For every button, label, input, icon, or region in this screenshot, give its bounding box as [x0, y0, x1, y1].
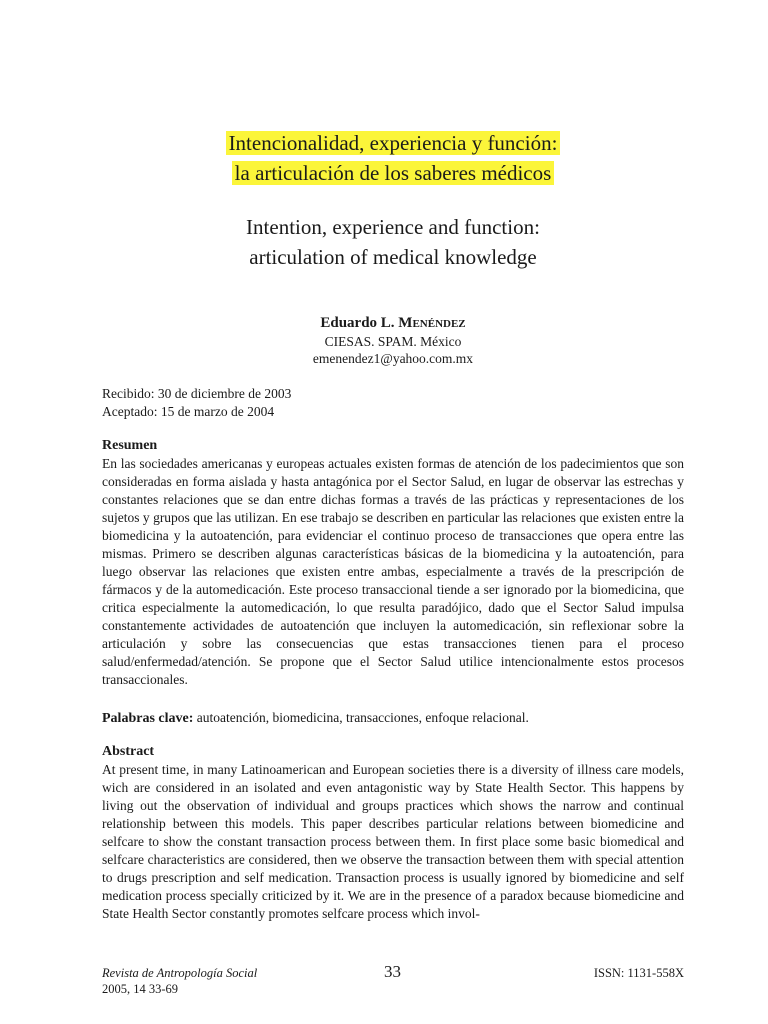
resumen-text: En las sociedades americanas y europeas actuales existen formas de atención de los padecimientos que son consideradas en forma aislada y hasta antagónica por el Sector Salud, en lugar de observar las estrechas y constantes relaciones que se dan entre dichas formas a través de las prácticas y representaciones de los sujetos y grupos que las utilizan. En ese trabajo se describen en particular las relaciones que existen entre la biomedicina y la autoatención, para evidenciar el continuo proceso de transacciones que opera entre las mismas. Primero se describen algunas características básicas de la biomedicina y la autoatención, para luego observar las relaciones que existen entre ambas, especialmente a través de la prescripción de fármacos y de la automedicación. Este proceso transaccional tiende a ser ignorado por la biomedicina, que critica especialmente la automedicación, lo que resulta paradójico, dado que el Sector Salud impulsa constantemente actividades de autoatención que incluyen la automedicación, sin reflexionar sobre la articulación y sobre las consecuencias que estas transacciones tienen para el proceso salud/enfermedad/atención. Se propone que el Sector Salud utilice intencionalmente estos procesos transaccionales. [102, 456, 684, 687]
accepted-date: Aceptado: 15 de marzo de 2004 [102, 404, 275, 419]
keywords-line [102, 709, 684, 728]
submission-dates [102, 385, 684, 421]
abstract-section [102, 743, 684, 923]
author-block [102, 313, 684, 367]
title-spanish-line-1: Intencionalidad, experiencia y función: [226, 131, 561, 155]
received-date: Recibido: 30 de diciembre de 2003 [102, 386, 292, 401]
page-footer [102, 962, 684, 1002]
journal-name: Revista de Antropología Social [102, 966, 258, 980]
title-spanish [102, 128, 684, 188]
title-english [102, 212, 684, 272]
issn: ISSN: 1131-558X [593, 966, 684, 980]
title-english-line-1: Intention, experience and function: [246, 215, 540, 239]
author-email: emenendez1@yahoo.com.mx [312, 351, 474, 366]
article-page [102, 0, 684, 1024]
author-given-name: Eduardo L. [320, 315, 395, 331]
title-spanish-line-2: la articulación de los saberes médicos [232, 161, 555, 185]
title-english-line-2: articulation of medical knowledge [249, 245, 537, 269]
author-surname: Menéndez [398, 315, 466, 331]
abstract-text: At present time, in many Latinoamerican and European societies there is a diversity of illness care models, wich are considered in an isolated and even antagonistic way by State Health Sector. This happens by living out the observation of individual and groups practices which shows the narrow and continual relationship between this models. This paper describes particular relations between biomedicine and selfcare to show the constant transaction process between them. In first place some basic biomedical and selfcare characteristics are considered, then we observe the transaction between them with special attention to drugs prescription and self medication. Transaction process is usually ignored by biomedicine and self medication process specially criticized by it. We are in the presence of a paradox because biomedicine and State Health Sector constantly promotes selfcare process which invol- [102, 762, 684, 921]
journal-volume: 2005, 14 33-69 [102, 982, 179, 996]
author-name [102, 313, 684, 333]
keywords-text: autoatención, biomedicina, transacciones, enfoque relacional. [193, 710, 529, 725]
keywords-label: Palabras clave: [102, 711, 194, 726]
author-affiliation: CIESAS. SPAM. México [324, 334, 462, 349]
resumen-heading: Resumen [102, 438, 158, 453]
page-number: 33 [384, 962, 401, 981]
resumen-section [102, 437, 684, 689]
abstract-heading: Abstract [102, 744, 155, 759]
